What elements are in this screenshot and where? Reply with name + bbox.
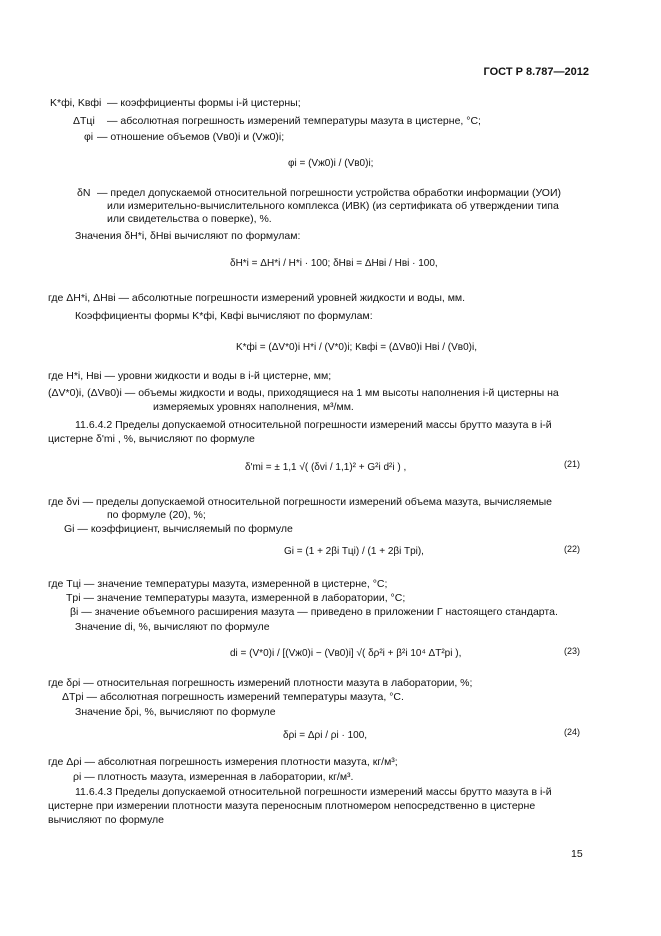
document-code: ГОСТ Р 8.787—2012 bbox=[483, 66, 589, 78]
paragraph-line: Значение di, %, вычисляют по формуле bbox=[75, 621, 270, 633]
paragraph-line: вычисляют по формуле bbox=[48, 814, 164, 826]
paragraph-line: βi — значение объемного расширения мазута — приведено в приложении Г настоящего стандарта. bbox=[70, 606, 558, 618]
formula-23: di = (V*0)i / [(Vж0)i − (Vв0)i] √( δρ²i + β²i 10⁴ ΔT²pi ), bbox=[230, 648, 462, 659]
symbol-delta-n: δN bbox=[77, 187, 91, 199]
paragraph-line: 11.6.4.3 Пределы допускаемой относительной погрешности измерений массы брутто мазута в i-й bbox=[75, 786, 552, 798]
formula-k-form: K*фi = (ΔV*0)i H*i / (V*0)i; Kвфi = (ΔVв0)i Hвi / (Vв0)i, bbox=[236, 342, 477, 353]
paragraph-line: Tpi — значение температуры мазута, измеренной в лаборатории, °С; bbox=[66, 592, 406, 604]
symbol-delta-t: ΔTцi bbox=[73, 115, 95, 127]
paragraph-line: где ΔH*i, ΔHвi — абсолютные погрешности измерений уровней жидкости и воды, мм. bbox=[48, 292, 466, 304]
equation-number: (23) bbox=[564, 646, 581, 656]
paragraph-line: (ΔV*0)i, (ΔVв0)i — объемы жидкости и воды, приходящиеся на 1 мм высоты наполнения i-й цистерны на bbox=[48, 387, 559, 399]
paragraph-line: Значения δH*i, δHвi вычисляют по формулам: bbox=[75, 230, 301, 242]
paragraph-line: где δρi — относительная погрешность измерений плотности мазута в лаборатории, %; bbox=[48, 677, 473, 689]
definition-line: или измерительно-вычислительного комплекса (ИВК) (из сертификата об утверждении типа bbox=[107, 200, 559, 212]
definition-line: или свидетельства о поверке), %. bbox=[107, 213, 272, 225]
formula-phi: φi = (Vж0)i / (Vв0)i; bbox=[288, 158, 374, 169]
paragraph-line: измеряемых уровнях наполнения, м³/мм. bbox=[153, 401, 354, 413]
symbol-k-form: K*фi, Kвфi bbox=[50, 97, 102, 109]
formula-delta-h: δH*i = ΔH*i / H*i · 100; δHвi = ΔHвi / Hвi · 100, bbox=[230, 258, 438, 269]
paragraph-line: Gi — коэффициент, вычисляемый по формуле bbox=[64, 523, 293, 535]
paragraph-line: где Δρi — абсолютная погрешность измерения плотности мазута, кг/м³; bbox=[48, 756, 398, 768]
definition-line: — отношение объемов (Vв0)i и (Vж0)i; bbox=[97, 131, 285, 143]
paragraph-line: цистерне δ'mi , %, вычисляют по формуле bbox=[48, 433, 255, 445]
paragraph-line: где H*i, Hвi — уровни жидкости и воды в i-й цистерне, мм; bbox=[48, 370, 332, 382]
paragraph-line: ΔTpi — абсолютная погрешность измерений температуры мазута, °С. bbox=[62, 691, 404, 703]
paragraph-line: по формуле (20), %; bbox=[107, 509, 206, 521]
paragraph-line: где δvi — пределы допускаемой относительной погрешности измерений объема мазута, вычисляемые bbox=[48, 496, 552, 508]
page-number: 15 bbox=[571, 848, 583, 860]
symbol-phi: φi bbox=[84, 131, 94, 143]
paragraph-line: ρi — плотность мазута, измеренная в лаборатории, кг/м³. bbox=[73, 771, 354, 783]
paragraph-line: Коэффициенты формы K*фi, Kвфi вычисляют по формулам: bbox=[75, 310, 373, 322]
paragraph-line: 11.6.4.2 Пределы допускаемой относительной погрешности измерений массы брутто мазута в i-й bbox=[75, 419, 552, 431]
paragraph-line: цистерне при измерении плотности мазута переносным плотномером непосредственно в цистерне bbox=[48, 800, 536, 812]
definition-line: — абсолютная погрешность измерений температуры мазута в цистерне, °С; bbox=[107, 115, 481, 127]
paragraph-line: где Tцi — значение температуры мазута, измеренной в цистерне, °С; bbox=[48, 578, 388, 590]
equation-number: (21) bbox=[564, 459, 581, 469]
paragraph-line: Значение δρi, %, вычисляют по формуле bbox=[75, 706, 276, 718]
definition-line: — коэффициенты формы i-й цистерны; bbox=[107, 97, 301, 109]
equation-number: (24) bbox=[564, 727, 581, 737]
equation-number: (22) bbox=[564, 544, 581, 554]
formula-21: δ'mi = ± 1,1 √( (δvi / 1,1)² + G²i d²i ) , bbox=[245, 462, 407, 473]
formula-24: δρi = Δρi / ρi · 100, bbox=[283, 730, 368, 741]
definition-line: — предел допускаемой относительной погрешности устройства обработки информации (УОИ) bbox=[97, 187, 561, 199]
formula-22: Gi = (1 + 2βi Tцi) / (1 + 2βi Tpi), bbox=[284, 546, 424, 557]
